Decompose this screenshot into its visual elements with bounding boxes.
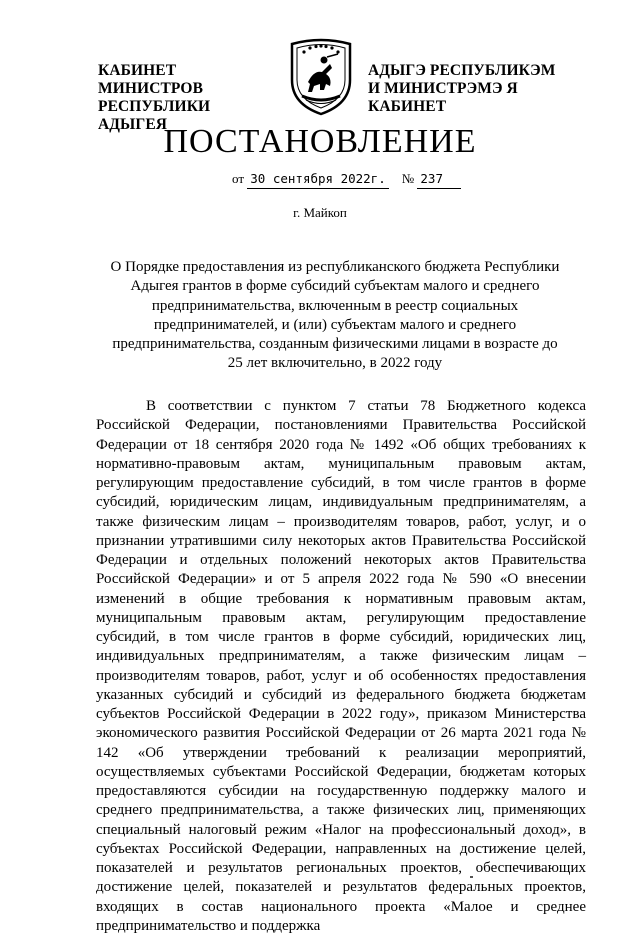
document-date-number — [232, 170, 461, 189]
header-left-line2: РЕСПУБЛИКИ АДЫГЕЯ — [98, 98, 211, 133]
coat-of-arms-emblem-icon — [286, 34, 356, 116]
header-right-line2: И МИНИСТРЭМЭ Я КАБИНЕТ — [368, 80, 518, 115]
header-right-ady — [368, 62, 588, 116]
number-value: 237 — [417, 170, 461, 189]
number-prefix: № — [401, 171, 415, 186]
city-line: г. Майкоп — [293, 205, 347, 220]
document-subject: О Порядке предоставления из республиканского бюджета Республики Адыгея грантов в форме субсидий субъектам малого и среднего предпринимательства, включенным в реестр социальных предпринимателей, и (или) субъектам малого и среднего предпринимательства, созданным физическими лицами в возрасте до 25 лет включительно, в 2022 году — [110, 259, 560, 372]
document-title: ПОСТАНОВЛЕНИЕ — [163, 123, 477, 160]
header-right-line1: АДЫГЭ РЕСПУБЛИКЭМ — [368, 62, 556, 79]
scan-speck — [470, 876, 473, 878]
date-value: 30 сентября 2022г. — [247, 170, 388, 189]
body-paragraph: В соответствии с пунктом 7 статьи 78 Бюджетного кодекса Российской Федерации, постановлениями Правительства Российской Федерации от 18 сентября 2020 года № 1492 «Об общих требованиях к нормативно-правовым актам, муниципальным правовым актам, регулирующим предоставление субсидий, в том числе грантов в форме субсидий, юридическим лицам, индивидуальным предпринимателям, а также физическим лицам – производителям товаров, работ, услуг, и о признании утратившими силу некоторых актов Правительства Российской Федерации и отдельных положений некоторых актов Правительства Российской Федерации» и от 5 апреля 2022 года № 590 «О внесении изменений в общие требования к нормативным правовым актам, муниципальным правовым актам, регулирующим предоставление субсидий, в том числе грантов в форме субсидий, юридических лиц, индивидуальных предпринимателям, а также физическим лицам – производителям товаров, работ, услуг и об особенностях предоставления указанных субсидий и субсидий из федерального бюджета бюджетам субъектов Российской Федерации в 2022 году», приказом Министерства экономического развития Российской Федерации от 26 марта 2021 года № 142 «Об утверждении требований к реализации мероприятий, осуществляемых субъектами Российской Федерации, бюджетам которых предоставляются субсидии на государственную поддержку малого и среднего предпринимательства, а также физических лиц, применяющих специальный налоговый режим «Налог на профессиональный доход», в субъектах Российской Федерации, направленных на достижение целей, показателей и результатов региональных проектов, обеспечивающих достижение целей, показателей и результатов федеральных проектов, входящих в состав национального проекта «Малое и среднее предпринимательство и поддержка — [96, 398, 586, 934]
date-prefix: от — [232, 171, 245, 186]
header-left-line1: КАБИНЕТ МИНИСТРОВ — [98, 62, 204, 97]
